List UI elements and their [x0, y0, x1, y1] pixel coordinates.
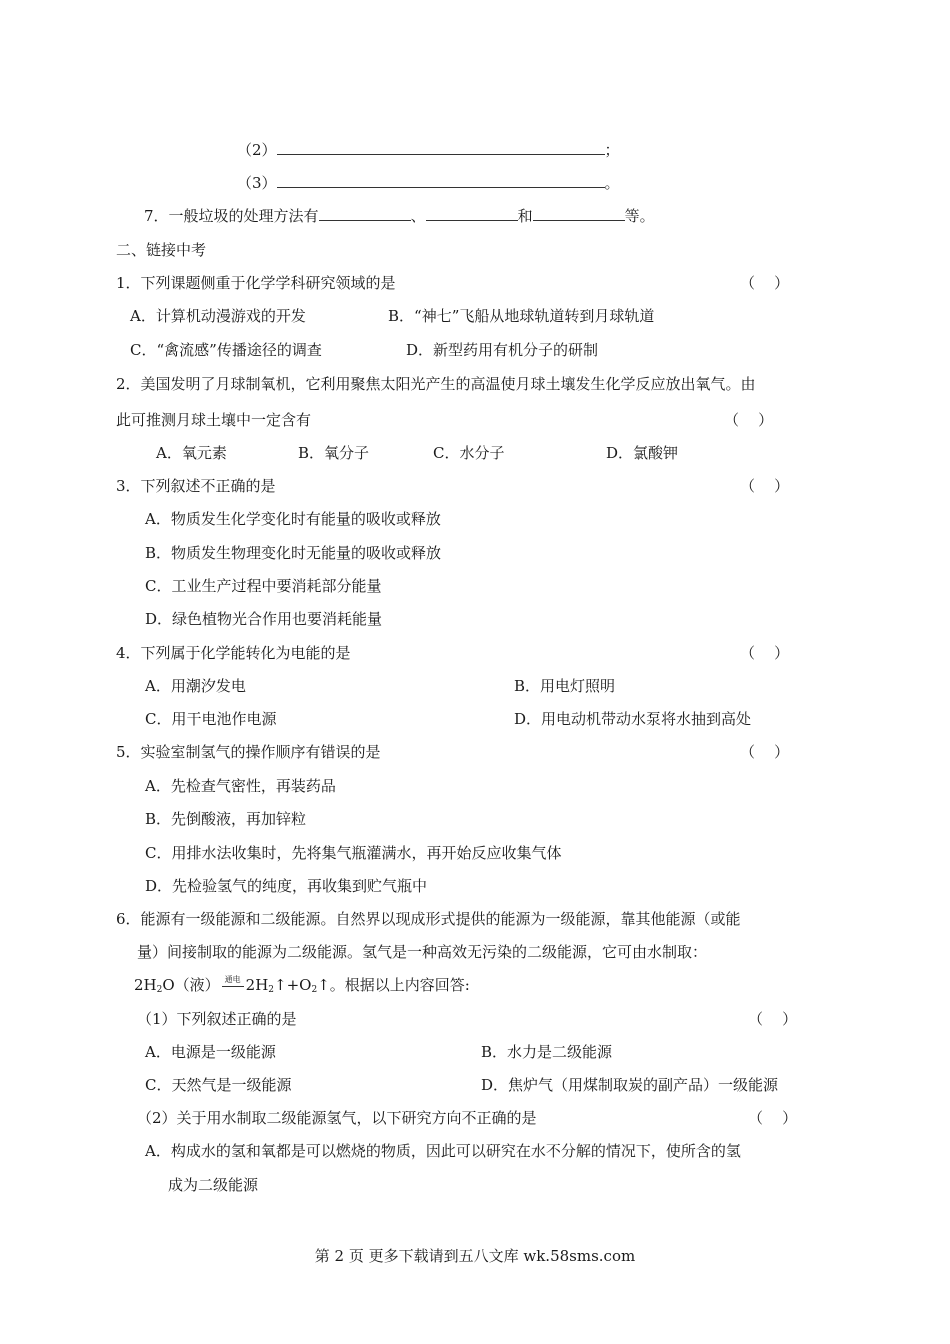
question-1-stem: 1．下列课题侧重于化学学科研究领域的是	[116, 274, 396, 292]
answer-paren[interactable]: （ ）	[740, 477, 790, 495]
answer-paren[interactable]: （ ）	[740, 274, 790, 292]
q3-option-c: C．工业生产过程中要消耗部分能量	[145, 577, 382, 595]
answer-paren[interactable]: （ ）	[740, 743, 790, 761]
blank-3[interactable]	[533, 206, 625, 221]
answer-paren[interactable]: （ ）	[748, 1109, 798, 1127]
blank-2[interactable]	[426, 206, 518, 221]
q2-option-c: C．水分子	[433, 444, 505, 462]
q4-option-c: C．用干电池作电源	[145, 710, 277, 728]
chemical-equation: $2H_2O$（液） 通电 $2H_2↑+O_2↑$。根据以上内容回答:	[134, 975, 470, 995]
q4-option-d: D．用电动机带动水泵将水抽到高处	[514, 710, 752, 728]
reaction-condition: 通电	[220, 975, 246, 984]
q4-option-a: A．用潮汐发电	[145, 677, 246, 695]
question-4-stem: 4．下列属于化学能转化为电能的是	[116, 644, 351, 662]
q6-sub2-option-a: A．构成水的氢和氧都是可以燃烧的物质，因此可以研究在水不分解的情况下，使所含的氢	[145, 1142, 741, 1160]
q6-sub1-option-c: C．天然气是一级能源	[145, 1076, 292, 1094]
q6-sub1-option-d: D．焦炉气（用煤制取炭的副产品）一级能源	[481, 1076, 779, 1094]
answer-line-2: （2） ；	[237, 141, 620, 159]
answer-paren[interactable]: （ ）	[724, 411, 774, 429]
q5-option-c: C．用排水法收集时，先将集气瓶灌满水，再开始反应收集气体	[145, 844, 562, 862]
q4-option-b: B．用电灯照明	[514, 677, 616, 695]
q2-option-a: A．氧元素	[156, 444, 227, 462]
q6-sub1-stem: （1）下列叙述正确的是	[137, 1010, 297, 1028]
blank-line[interactable]	[277, 140, 605, 155]
question-3-stem: 3．下列叙述不正确的是	[116, 477, 276, 495]
q6-sub2-stem: （2）关于用水制取二级能源氢气，以下研究方向不正确的是	[137, 1109, 537, 1127]
question-2-stem: 2．美国发明了月球制氧机，它利用聚焦太阳光产生的高温使月球土壤发生化学反应放出氧气。由	[116, 375, 756, 393]
q3-option-d: D．绿色植物光合作用也要消耗能量	[145, 610, 383, 628]
q1-option-c: C．“禽流感”传播途径的调查	[130, 341, 322, 359]
q5-option-b: B．先倒酸液，再加锌粒	[145, 810, 307, 828]
question-6-stem-cont: 量）间接制取的能源为二级能源。氢气是一种高效无污染的二级能源，它可由水制取：	[137, 943, 708, 961]
q1-option-b: B．“神七”飞船从地球轨道转到月球轨道	[388, 307, 655, 325]
blank-1[interactable]	[319, 206, 411, 221]
blank-line[interactable]	[277, 173, 605, 188]
q2-option-b: B．氧分子	[298, 444, 370, 462]
answer-paren[interactable]: （ ）	[740, 644, 790, 662]
q6-sub2-option-a-cont: 成为二级能源	[168, 1176, 259, 1194]
q3-option-b: B．物质发生物理变化时无能量的吸收或释放	[145, 544, 442, 562]
q5-option-a: A．先检查气密性，再装药品	[145, 777, 336, 795]
section-title: 二、链接中考	[116, 241, 207, 259]
answer-paren[interactable]: （ ）	[748, 1010, 798, 1028]
q1-option-a: A．计算机动漫游戏的开发	[130, 307, 306, 325]
q2-option-d: D．氯酸钾	[606, 444, 679, 462]
question-7: 7．一般垃圾的处理方法有 、 和 等。	[144, 207, 655, 225]
page-footer: 第 2 页 更多下载请到五八文库 wk.58sms.com	[314, 1247, 636, 1265]
question-5-stem: 5．实验室制氢气的操作顺序有错误的是	[116, 743, 381, 761]
q6-sub1-option-a: A．电源是一级能源	[145, 1043, 276, 1061]
question-2-stem-cont: 此可推测月球土壤中一定含有	[116, 411, 312, 429]
question-6-stem: 6．能源有一级能源和二级能源。自然界以现成形式提供的能源为一级能源，靠其他能源（或能	[116, 910, 741, 928]
q5-option-d: D．先检验氢气的纯度，再收集到贮气瓶中	[145, 877, 428, 895]
q1-option-d: D．新型药用有机分子的研制	[406, 341, 599, 359]
q3-option-a: A．物质发生化学变化时有能量的吸收或释放	[145, 510, 441, 528]
q6-sub1-option-b: B．水力是二级能源	[481, 1043, 613, 1061]
answer-line-3: （3） 。	[237, 174, 620, 192]
